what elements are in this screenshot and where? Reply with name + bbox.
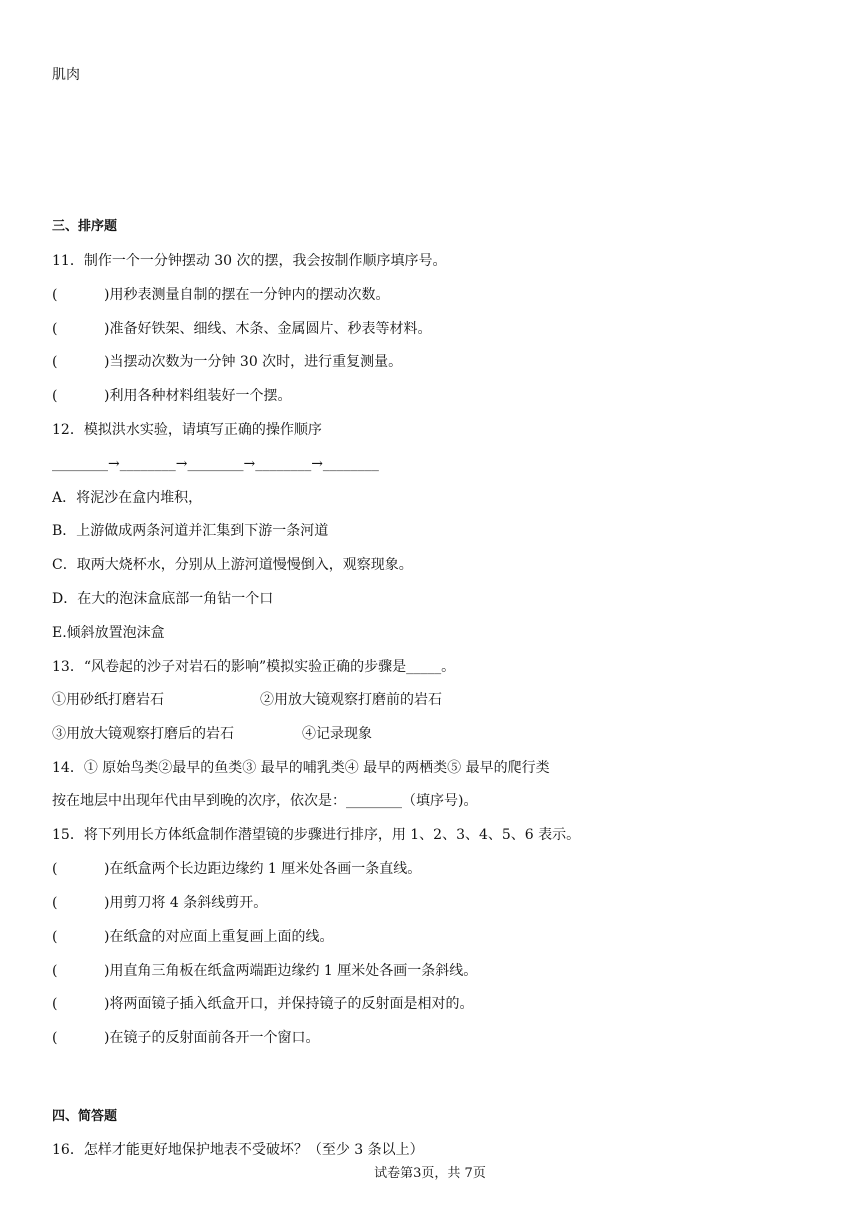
answer-paren[interactable]: ( [52, 354, 58, 370]
item-text: )在纸盒两个长边距边缘约 1 厘米处各画一条直线。 [104, 861, 422, 877]
item-text: )将两面镜子插入纸盒开口，并保持镜子的反射面是相对的。 [104, 996, 474, 1012]
q14-line-2: 按在地层中出现年代由早到晚的次序，依次是：________（填序号)。 [52, 793, 478, 809]
q13-option-1: ①用砂纸打磨岩石 [52, 692, 164, 708]
answer-paren[interactable]: ( [52, 321, 58, 337]
q15-item-6 [52, 1029, 319, 1047]
q11-item-2 [52, 320, 431, 338]
item-text: )准备好铁架、细线、木条、金属圆片、秒表等材料。 [104, 321, 432, 337]
item-text: )在纸盒的对应面上重复画上面的线。 [104, 929, 334, 945]
answer-paren[interactable]: ( [52, 287, 58, 303]
q15-item-5 [52, 995, 473, 1013]
q12-option-e: E.倾斜放置泡沫盒 [52, 625, 165, 641]
q12-option-d: D．在大的泡沫盒底部一角钻一个口 [52, 591, 274, 607]
item-text: )用秒表测量自制的摆在一分钟内的摆动次数。 [104, 287, 390, 303]
answer-paren[interactable]: ( [52, 1030, 58, 1046]
section-heading-4: 四、简答题 [52, 1109, 118, 1124]
item-text: )当摆动次数为一分钟 30 次时，进行重复测量。 [104, 354, 403, 370]
answer-paren[interactable]: ( [52, 388, 58, 404]
q13-option-3: ③用放大镜观察打磨后的岩石 [52, 726, 234, 742]
q13-stem: 13．“风卷起的沙子对岩石的影响”模拟实验正确的步骤是_____。 [52, 659, 456, 675]
q11-stem: 11．制作一个一分钟摆动 30 次的摆，我会按制作顺序填序号。 [52, 253, 447, 269]
answer-paren[interactable]: ( [52, 929, 58, 945]
top-text: 肌肉 [52, 67, 80, 83]
q12-stem: 12．模拟洪水实验，请填写正确的操作顺序 [52, 422, 322, 438]
item-text: )用直角三角板在纸盒两端距边缘约 1 厘米处各画一条斜线。 [104, 963, 478, 979]
q13-options-row-1 [52, 691, 442, 709]
q13-option-4: ④记录现象 [302, 726, 372, 742]
answer-paren[interactable]: ( [52, 861, 58, 877]
q13-option-2: ②用放大镜观察打磨前的岩石 [260, 692, 442, 708]
q15-item-4 [52, 962, 477, 980]
item-text: )用剪刀将 4 条斜线剪开。 [104, 895, 268, 911]
q12-option-c: C．取两大烧杯水，分别从上游河道慢慢倒入，观察现象。 [52, 557, 413, 573]
q16-stem: 16．怎样才能更好地保护地表不受破坏？（至少 3 条以上） [52, 1142, 424, 1158]
q12-blanks[interactable]: ________→________→________→________→________ [52, 456, 379, 472]
q13-options-row-2 [52, 725, 372, 743]
section-heading-3: 三、排序题 [52, 219, 118, 234]
q11-item-4 [52, 387, 291, 405]
page-footer: 试卷第3页，共 7页 [374, 1166, 486, 1181]
item-text: )利用各种材料组装好一个摆。 [104, 388, 292, 404]
q12-option-b: B．上游做成两条河道并汇集到下游一条河道 [52, 523, 329, 539]
q11-item-3 [52, 353, 402, 371]
q15-item-3 [52, 928, 333, 946]
answer-paren[interactable]: ( [52, 963, 58, 979]
answer-paren[interactable]: ( [52, 895, 58, 911]
q11-item-1 [52, 286, 389, 304]
q15-stem: 15．将下列用长方体纸盒制作潜望镜的步骤进行排序，用 1、2、3、4、5、6 表示。 [52, 827, 581, 843]
q12-option-a: A．将泥沙在盒内堆积， [52, 490, 203, 506]
answer-paren[interactable]: ( [52, 996, 58, 1012]
item-text: )在镜子的反射面前各开一个窗口。 [104, 1030, 320, 1046]
q15-item-2 [52, 894, 267, 912]
q14-line-1: 14．① 原始鸟类②最早的鱼类③ 最早的哺乳类④ 最早的两栖类⑤ 最早的爬行类 [52, 760, 550, 776]
q15-item-1 [52, 860, 421, 878]
